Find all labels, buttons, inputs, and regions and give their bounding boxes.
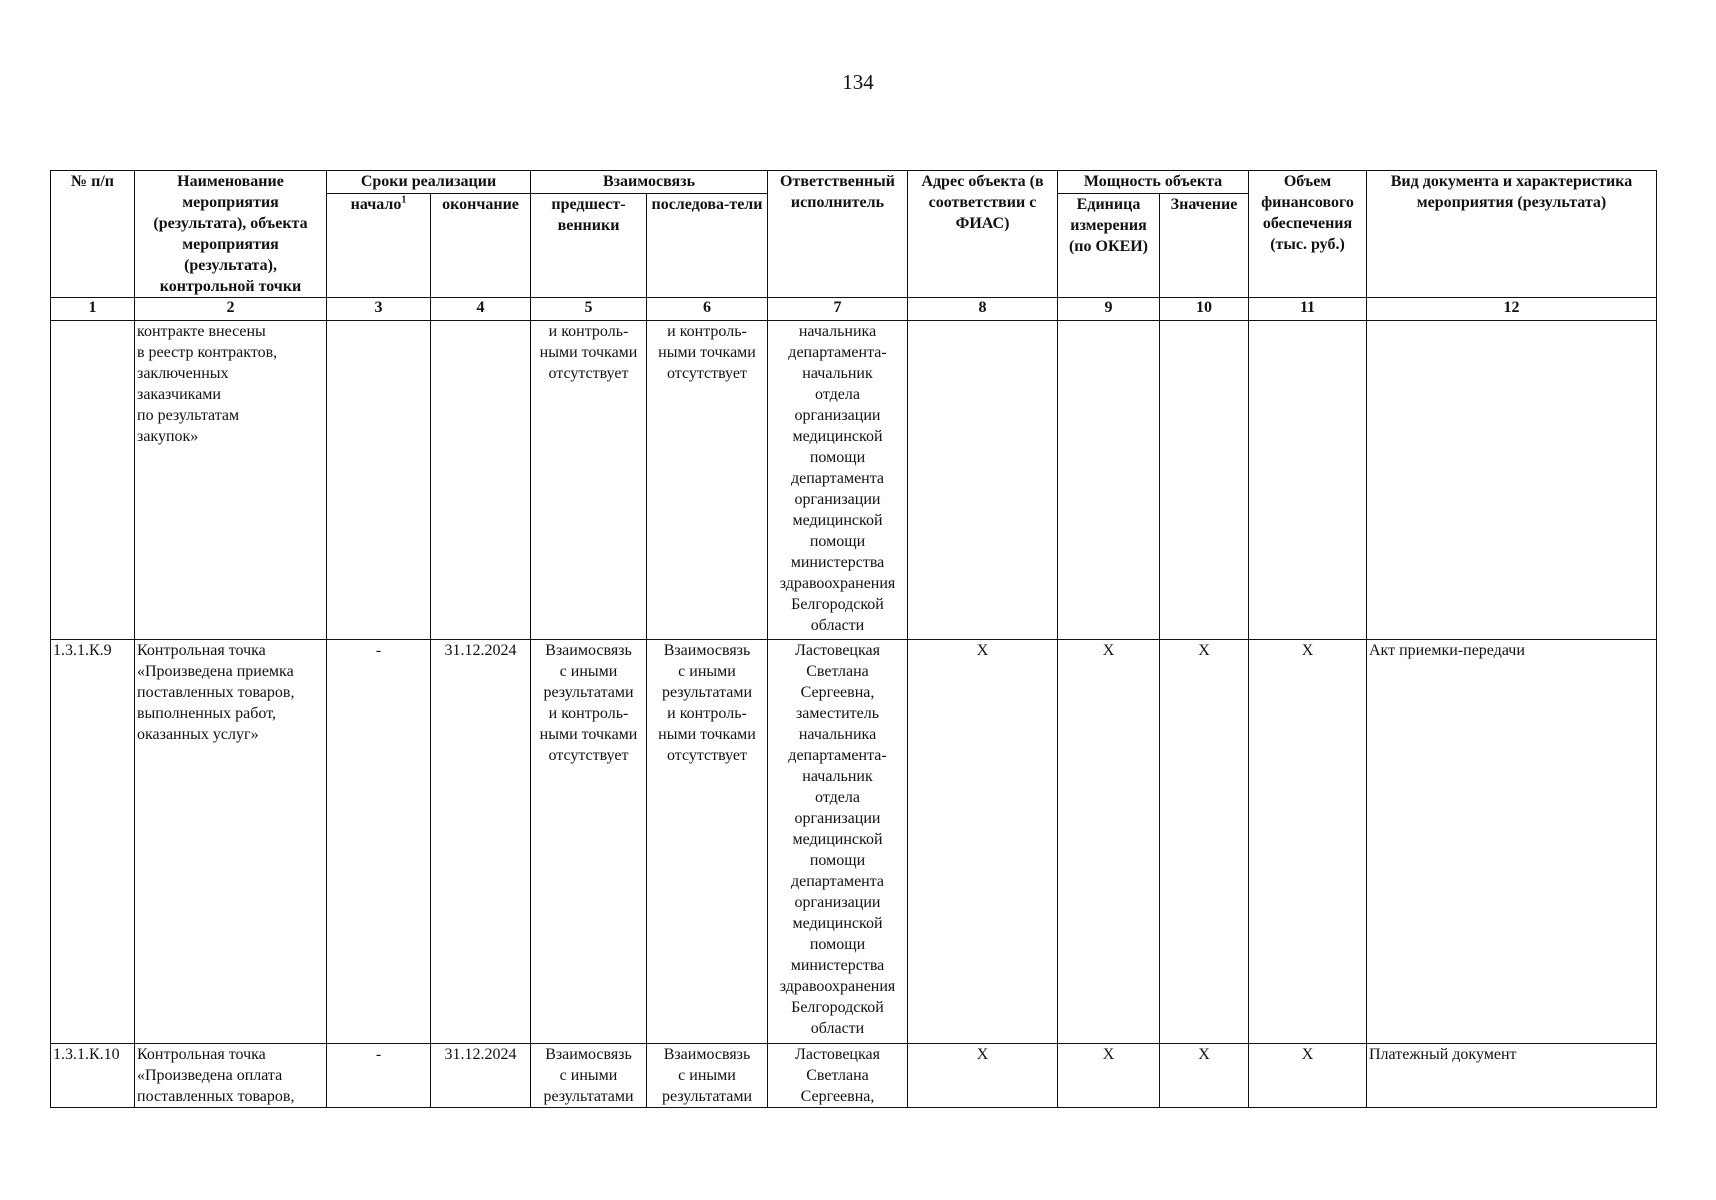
row-unit [1058, 321, 1160, 640]
row-start: - [327, 1044, 431, 1108]
col-number: 12 [1367, 298, 1657, 321]
header-address: Адрес объекта (в соответствии с ФИАС) [908, 171, 1058, 298]
footnote-marker: 1 [401, 194, 407, 206]
row-doc: Акт приемки-передачи [1367, 640, 1657, 1044]
column-number-row [51, 298, 1657, 321]
row-end: 31.12.2024 [431, 640, 531, 1044]
row-value: X [1160, 640, 1249, 1044]
row-address: X [908, 640, 1058, 1044]
header-row-1 [51, 171, 1657, 194]
row-successors: Взаимосвязь с иными результатами [647, 1044, 768, 1108]
header-predecessors: предшест-венники [531, 194, 647, 298]
col-number: 10 [1160, 298, 1249, 321]
header-capacity: Мощность объекта [1058, 171, 1249, 194]
col-number: 11 [1249, 298, 1367, 321]
measures-table [50, 170, 1657, 1108]
row-successors: Взаимосвязь с иными результатами и контроль- ными точками отсутствует [647, 640, 768, 1044]
row-num [51, 321, 135, 640]
row-finance [1249, 321, 1367, 640]
row-finance: X [1249, 640, 1367, 1044]
row-doc [1367, 321, 1657, 640]
row-end: 31.12.2024 [431, 1044, 531, 1108]
measures-table-container [50, 170, 1657, 1108]
row-predecessors: и контроль- ными точками отсутствует [531, 321, 647, 640]
row-start: - [327, 640, 431, 1044]
row-responsible: Ластовецкая Светлана Сергеевна, [768, 1044, 908, 1108]
header-num: № п/п [51, 171, 135, 298]
col-number: 3 [327, 298, 431, 321]
row-name: Контрольная точка «Произведена оплата поставленных товаров, [135, 1044, 327, 1108]
col-number: 9 [1058, 298, 1160, 321]
header-value: Значение [1160, 194, 1249, 298]
row-start [327, 321, 431, 640]
header-doc: Вид документа и характеристика мероприятия (результата) [1367, 171, 1657, 298]
row-doc: Платежный документ [1367, 1044, 1657, 1108]
col-number: 2 [135, 298, 327, 321]
page-number: 134 [842, 70, 874, 94]
row-num: 1.3.1.К.9 [51, 640, 135, 1044]
row-value: X [1160, 1044, 1249, 1108]
col-number: 8 [908, 298, 1058, 321]
row-responsible: Ластовецкая Светлана Сергеевна, заместитель начальника департамента- начальник отдела организации медицинской помощи департамента организации медицинской помощи министерства здравоохранения Белгородской области [768, 640, 908, 1044]
col-number: 5 [531, 298, 647, 321]
header-name: Наименование мероприятия (результата), объекта мероприятия (результата), контрольной точки [135, 171, 327, 298]
row-predecessors: Взаимосвязь с иными результатами [531, 1044, 647, 1108]
header-finance: Объем финансового обеспечения (тыс. руб.) [1249, 171, 1367, 298]
table-row [51, 1044, 1657, 1108]
row-unit: X [1058, 640, 1160, 1044]
row-value [1160, 321, 1249, 640]
row-predecessors: Взаимосвязь с иными результатами и контроль- ными точками отсутствует [531, 640, 647, 1044]
row-successors: и контроль- ными точками отсутствует [647, 321, 768, 640]
col-number: 4 [431, 298, 531, 321]
header-start [327, 194, 431, 298]
row-address: X [908, 1044, 1058, 1108]
table-row [51, 321, 1657, 640]
row-end [431, 321, 531, 640]
col-number: 7 [768, 298, 908, 321]
table-row [51, 640, 1657, 1044]
row-address [908, 321, 1058, 640]
header-end: окончание [431, 194, 531, 298]
col-number: 1 [51, 298, 135, 321]
row-name: Контрольная точка «Произведена приемка поставленных товаров, выполненных работ, оказанных услуг» [135, 640, 327, 1044]
row-finance: X [1249, 1044, 1367, 1108]
row-responsible: начальника департамента- начальник отдела организации медицинской помощи департамента организации медицинской помощи министерства здравоохранения Белгородской области [768, 321, 908, 640]
header-link: Взаимосвязь [531, 171, 768, 194]
row-num: 1.3.1.К.10 [51, 1044, 135, 1108]
header-terms: Сроки реализации [327, 171, 531, 194]
header-unit: Единица измерения (по ОКЕИ) [1058, 194, 1160, 298]
header-start-label: начало [350, 196, 402, 214]
header-successors: последова-тели [647, 194, 768, 298]
row-name: контракте внесены в реестр контрактов, заключенных заказчиками по результатам закупок» [135, 321, 327, 640]
col-number: 6 [647, 298, 768, 321]
header-responsible: Ответственный исполнитель [768, 171, 908, 298]
row-unit: X [1058, 1044, 1160, 1108]
